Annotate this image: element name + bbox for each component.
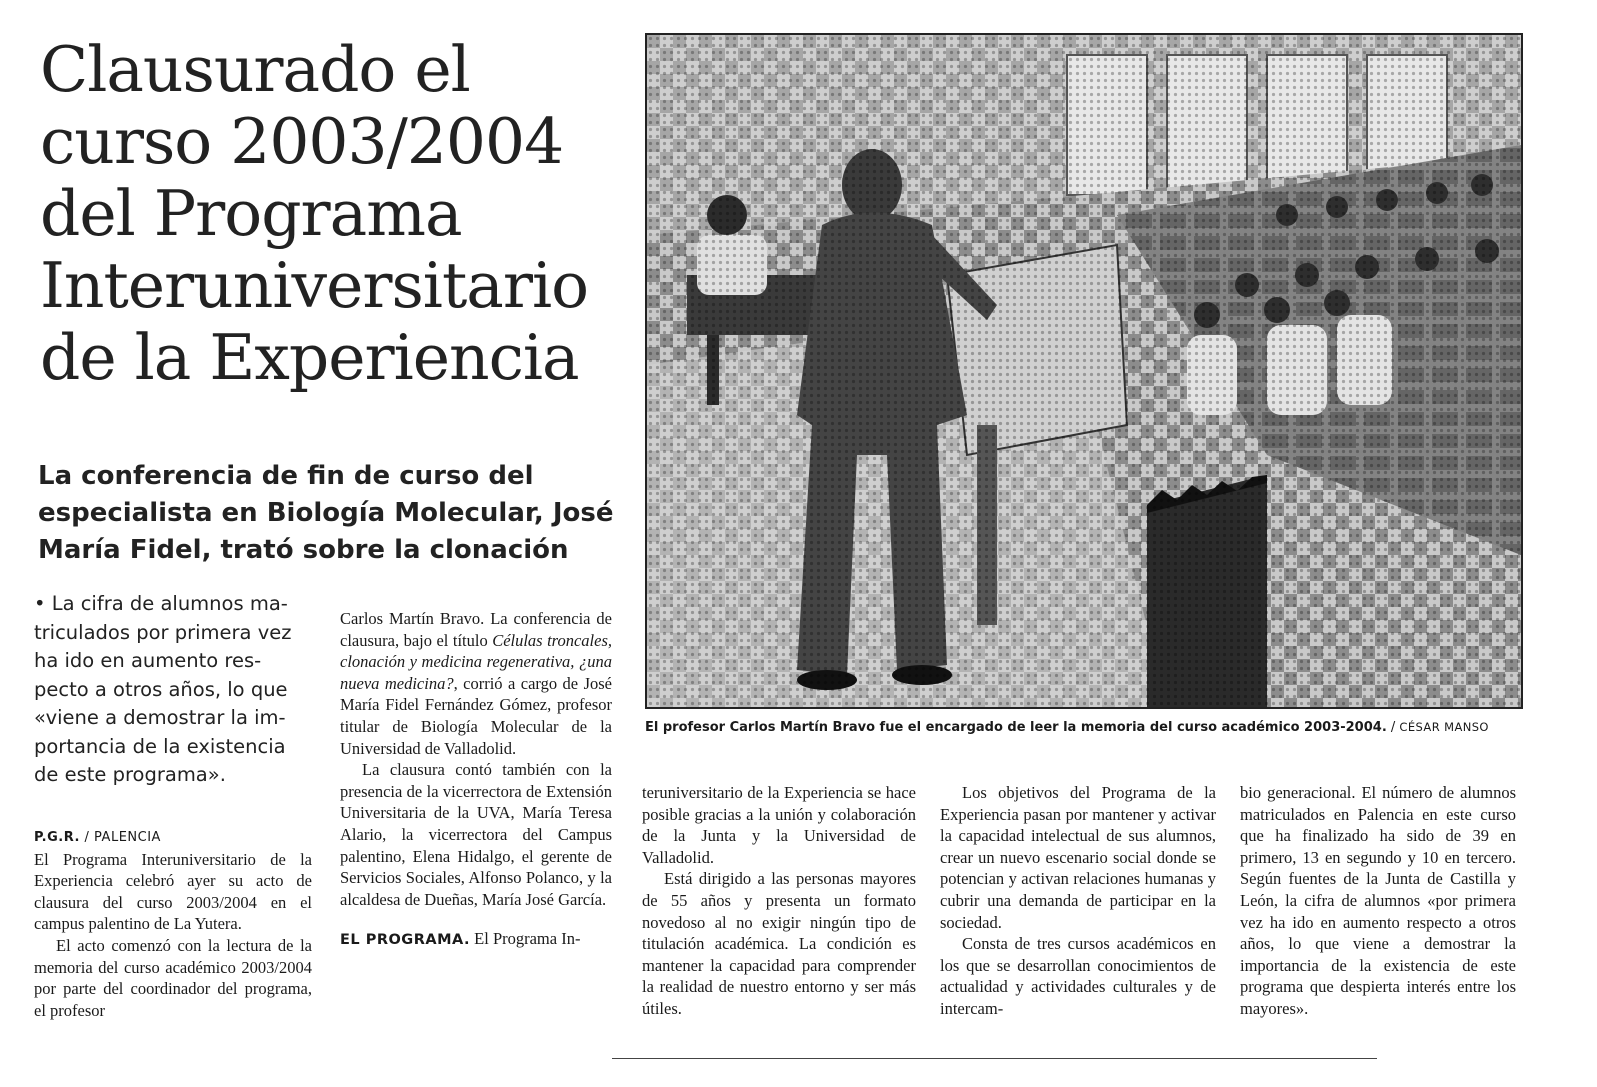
pull-quote-line: pecto a otros años, lo que xyxy=(34,677,288,701)
byline-author: P.G.R. xyxy=(34,830,80,845)
auditorium-scene xyxy=(647,35,1521,707)
bottom-rule xyxy=(612,1058,1377,1059)
news-photo xyxy=(645,33,1523,709)
byline-separator: / xyxy=(79,830,95,845)
subtitle-line: especialista en Biología Molecular, José xyxy=(38,498,614,528)
photo-credit: CÉSAR MANSO xyxy=(1399,720,1489,734)
paragraph: El Programa Interuniversitario de la Experiencia celebró ayer su acto de clausura del curso 2003/2004 en el campus palentino de La Yutera. xyxy=(34,849,312,934)
pull-quote-line: «viene a demostrar la im- xyxy=(34,706,286,729)
paragraph xyxy=(340,608,612,759)
paragraph-text: Carlos Martín Bravo. La conferencia de clausura, bajo el título xyxy=(340,609,612,650)
headline-line: curso 2003/2004 xyxy=(40,105,564,178)
headline-line: Clausurado el xyxy=(40,33,470,106)
pull-quote-line: de este programa». xyxy=(34,763,226,786)
paragraph: Está dirigido a las personas mayores de 55 años y presenta un formato novedoso al no exigir ningún tipo de titulación académica. La condición es mantener la capacidad para comprender la realidad de nuestro entorno y ser más útiles. xyxy=(642,869,916,1018)
byline-place: PALENCIA xyxy=(94,830,161,845)
headline xyxy=(40,34,620,394)
byline xyxy=(34,827,312,849)
pull-quote-line: • La cifra de alumnos ma- xyxy=(34,592,288,615)
pull-quote-line: triculados por primera vez xyxy=(34,620,292,644)
body-column-5 xyxy=(1240,782,1516,1020)
paragraph: La clausura contó también con la presencia de la vicerrectora de Extensión Universitaria de la UVA, María Teresa Alario, la vicerrectora del Campus palentino, Elena Hidalgo, el gerente de Servicios Sociales, Alfonso Polanco, y la alcaldesa de Dueñas, María José García. xyxy=(340,760,612,909)
paragraph: bio generacional. El número de alumnos matriculados en Palencia en este curso que ha finalizado ha sido de 39 en primero, 13 en segundo y 10 en tercero. Según fuentes de la Junta de Castilla y León, la cifra de alumnos «por primera vez ha ido en aumento respecto a otros años, lo que viene a demostrar la importancia de la existencia de este programa que despierta interés entre los mayores». xyxy=(1240,783,1516,1018)
body-column-2 xyxy=(340,608,612,952)
caption-text: El profesor Carlos Martín Bravo fue el encargado de leer la memoria del curso académico 2003-2004. xyxy=(645,720,1387,735)
body-column-4 xyxy=(940,782,1216,1020)
headline-line: de la Experiencia xyxy=(40,321,579,394)
paragraph xyxy=(340,928,612,952)
credit-separator: / xyxy=(1386,720,1400,735)
paragraph-text: El Programa In- xyxy=(470,929,581,949)
paragraph-text: , corrió a cargo de José María Fidel Fernández Gómez, profesor titular de Biología Molecular de la Universidad de Valladolid. xyxy=(340,673,612,758)
subtitle xyxy=(38,458,614,569)
photo-caption xyxy=(645,720,1545,735)
headline-line: Interuniversitario xyxy=(40,249,589,322)
subtitle-line: María Fidel, trató sobre la clonación xyxy=(38,535,569,565)
pull-quote-line: ha ido en aumento res- xyxy=(34,649,262,672)
body-column-1 xyxy=(34,827,312,1021)
paragraph: Los objetivos del Programa de la Experiencia pasan por mantener y activar la capacidad intelectual de sus alumnos, crear un nuevo escenario social donde se potencian y activan relaciones humanas y cubrir una demanda de participar en la sociedad. xyxy=(940,783,1216,932)
section-subhead: EL PROGRAMA. xyxy=(340,932,471,949)
pull-quote-line: portancia de la existencia xyxy=(34,734,286,758)
paragraph: teruniversitario de la Experiencia se hace posible gracias a la unión y colaboración de la Junta y la Universidad de Valladolid. xyxy=(642,783,916,867)
paragraph: El acto comenzó con la lectura de la memoria del curso académico 2003/2004 por parte del coordinador del programa, el profesor xyxy=(34,935,312,1020)
headline-line: del Programa xyxy=(40,177,462,250)
body-column-3 xyxy=(642,782,916,1020)
lecture-title: Células troncales, clonación y medicina regenerativa, ¿una nueva medicina? xyxy=(340,630,613,693)
subtitle-line: La conferencia de fin de curso del xyxy=(38,461,534,491)
paragraph: Consta de tres cursos académicos en los que se desarrollan conocimientos de actualidad y actividades culturales y de intercam- xyxy=(940,934,1216,1018)
pull-quote xyxy=(34,590,304,790)
